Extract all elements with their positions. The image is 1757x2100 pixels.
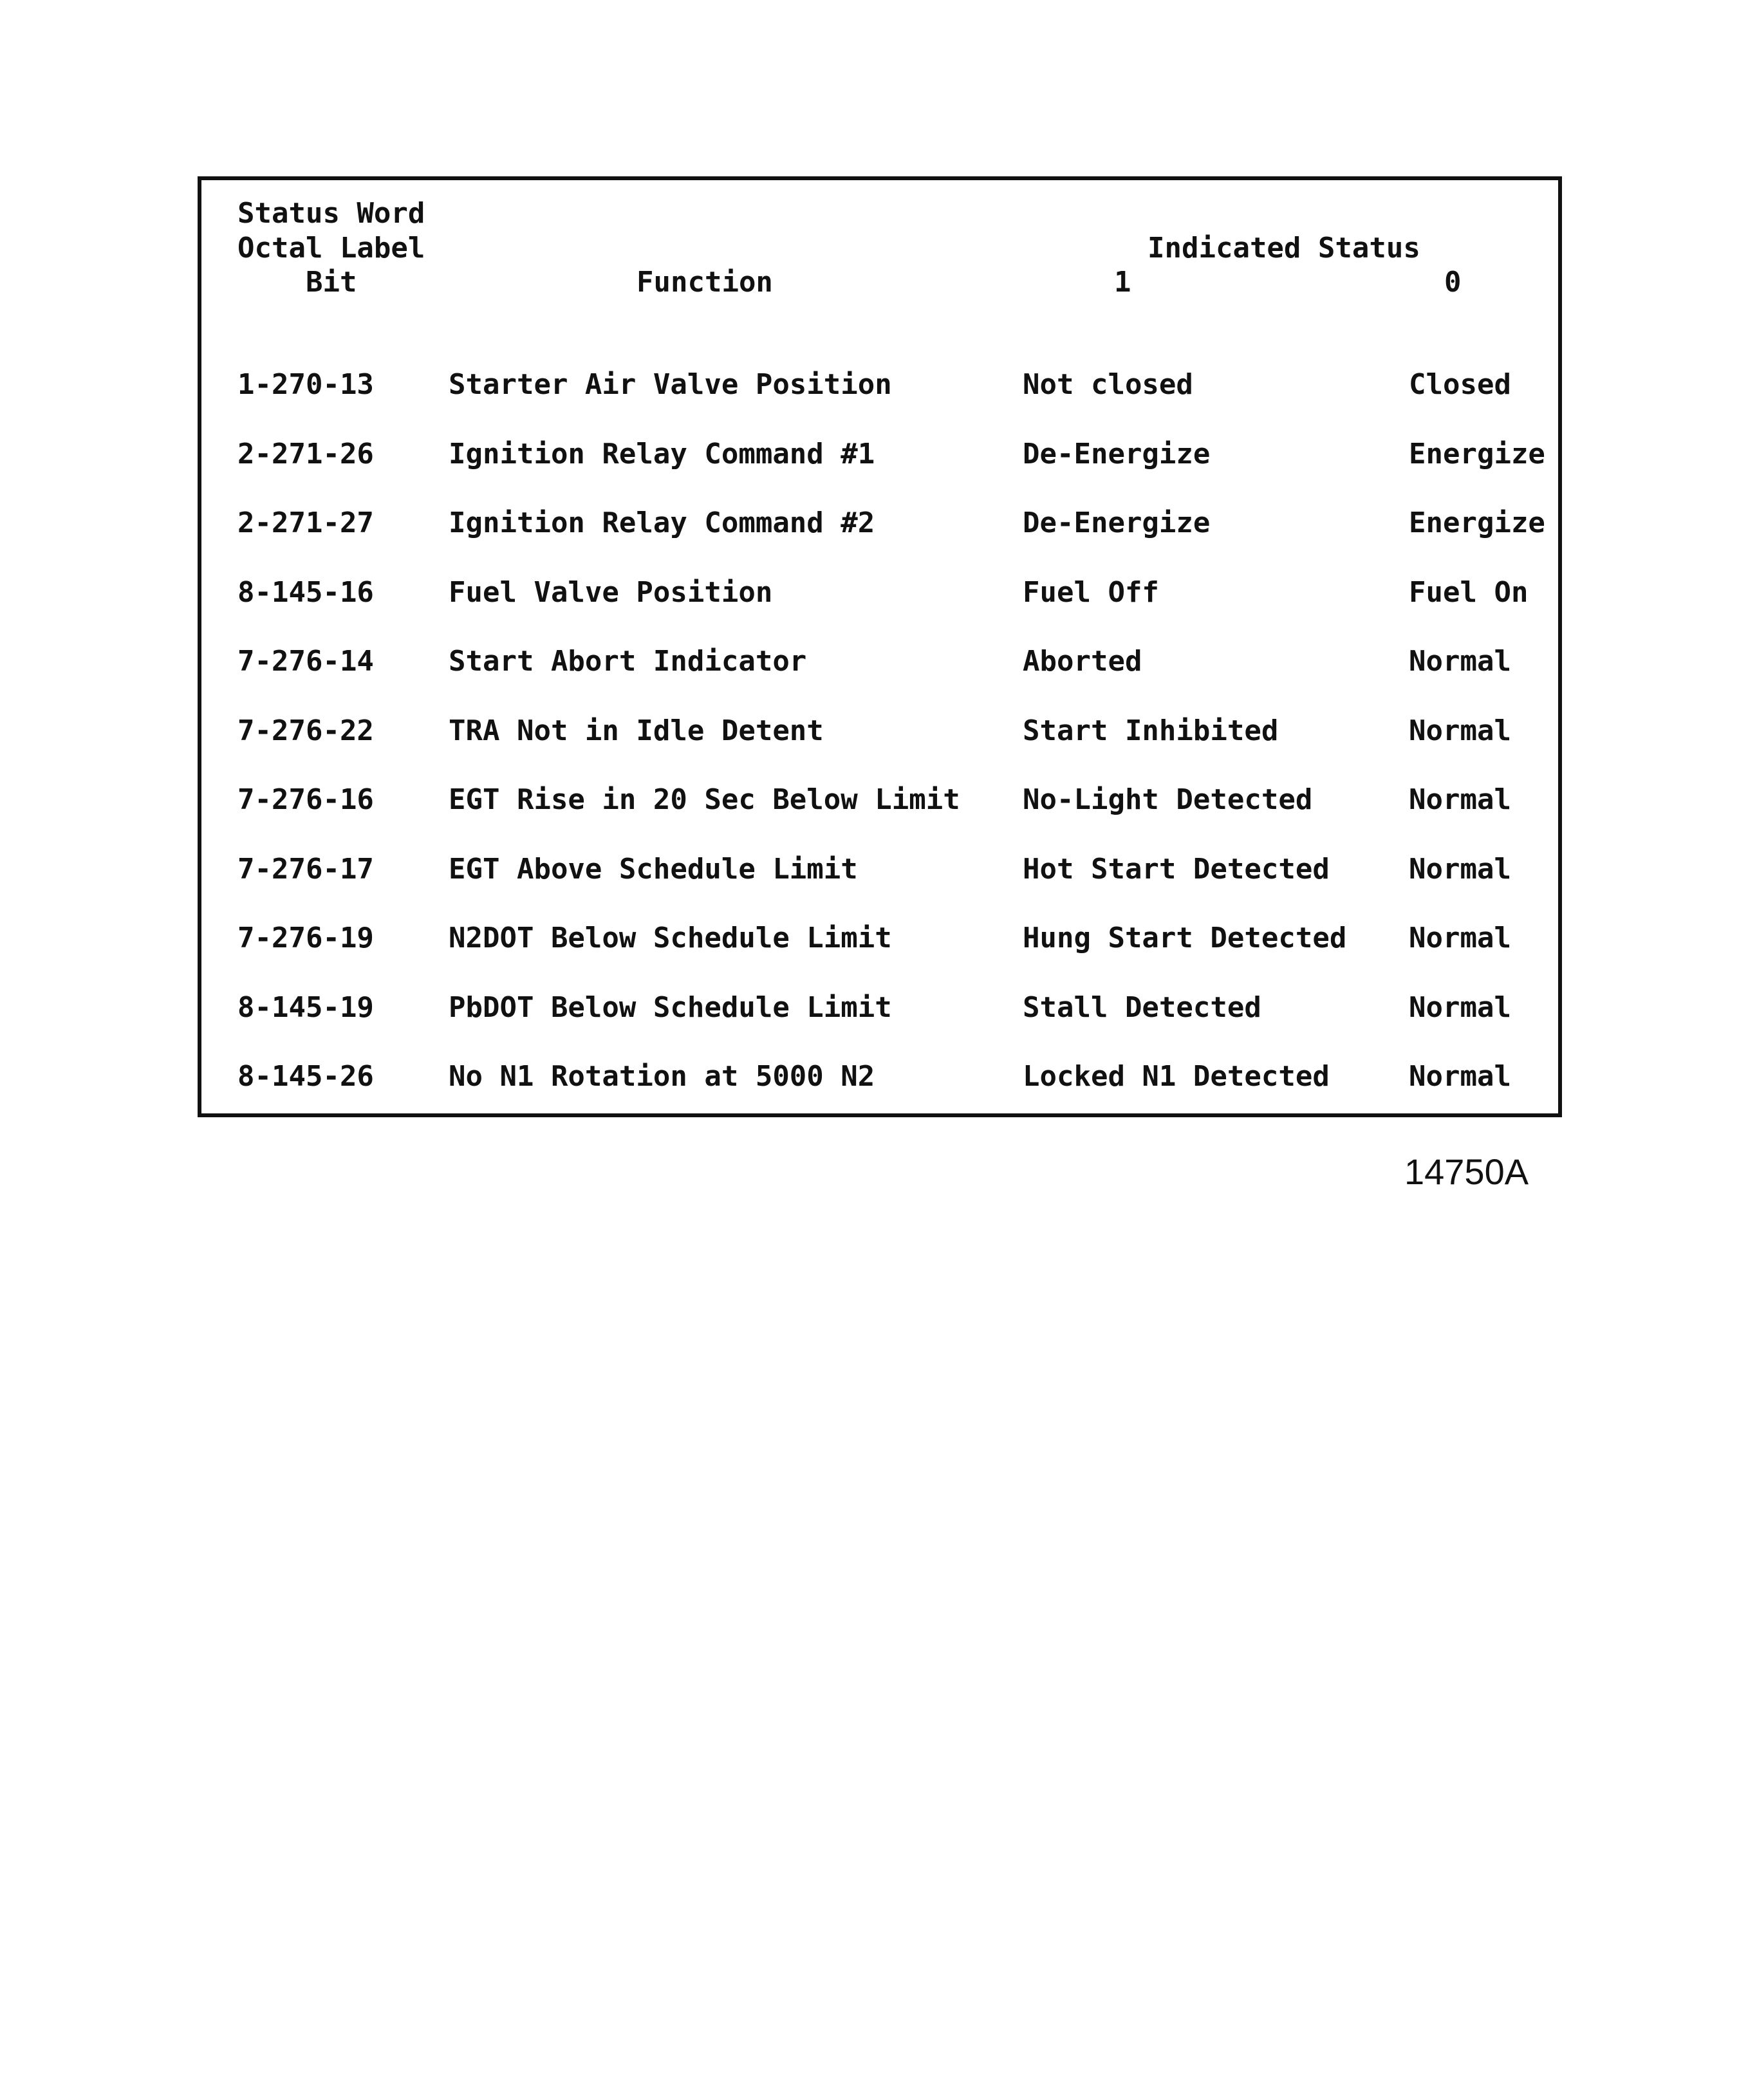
row-function: PbDOT Below Schedule Limit — [449, 991, 892, 1024]
row-function: N2DOT Below Schedule Limit — [449, 922, 892, 954]
header-status-1: 1 — [1114, 266, 1131, 299]
row-status-0: Normal — [1409, 1060, 1511, 1093]
figure-number: 14750A — [1404, 1151, 1529, 1192]
row-status-0: Normal — [1409, 783, 1511, 816]
row-code: 2-271-26 — [237, 438, 374, 470]
header-indicated-status: Indicated Status — [1148, 232, 1420, 265]
row-status-1: Not closed — [1023, 368, 1193, 401]
row-code: 7-276-17 — [237, 853, 374, 886]
row-status-0: Normal — [1409, 991, 1511, 1024]
row-status-1: De-Energize — [1023, 506, 1211, 539]
row-status-1: Stall Detected — [1023, 991, 1261, 1024]
row-function: TRA Not in Idle Detent — [449, 714, 824, 747]
row-code: 7-276-22 — [237, 714, 374, 747]
header-octal-label: Octal Label — [237, 232, 425, 265]
row-function: Starter Air Valve Position — [449, 368, 892, 401]
row-status-0: Closed — [1409, 368, 1511, 401]
row-code: 7-276-19 — [237, 922, 374, 954]
row-function: Ignition Relay Command #2 — [449, 506, 875, 539]
row-status-1: Fuel Off — [1023, 576, 1159, 609]
row-code: 8-145-16 — [237, 576, 374, 609]
row-function: No N1 Rotation at 5000 N2 — [449, 1060, 875, 1093]
row-code: 8-145-19 — [237, 991, 374, 1024]
row-status-0: Fuel On — [1409, 576, 1529, 609]
row-code: 2-271-27 — [237, 506, 374, 539]
row-function: EGT Above Schedule Limit — [449, 853, 858, 886]
row-code: 1-270-13 — [237, 368, 374, 401]
row-function: EGT Rise in 20 Sec Below Limit — [449, 783, 960, 816]
row-status-0: Normal — [1409, 714, 1511, 747]
row-status-1: Start Inhibited — [1023, 714, 1279, 747]
row-status-1: Locked N1 Detected — [1023, 1060, 1330, 1093]
row-function: Ignition Relay Command #1 — [449, 438, 875, 470]
row-function: Fuel Valve Position — [449, 576, 773, 609]
header-bit: Bit — [306, 266, 357, 299]
row-status-1: De-Energize — [1023, 438, 1211, 470]
row-function: Start Abort Indicator — [449, 645, 807, 678]
row-code: 8-145-26 — [237, 1060, 374, 1093]
row-status-0: Normal — [1409, 922, 1511, 954]
header-function: Function — [637, 266, 773, 299]
header-status-word: Status Word — [237, 197, 425, 230]
row-status-1: Aborted — [1023, 645, 1142, 678]
header-status-0: 0 — [1444, 266, 1462, 299]
row-status-1: Hot Start Detected — [1023, 853, 1330, 886]
status-word-table — [198, 176, 1562, 1117]
row-status-0: Normal — [1409, 853, 1511, 886]
row-status-0: Energize — [1409, 506, 1545, 539]
row-status-1: Hung Start Detected — [1023, 922, 1347, 954]
row-status-0: Normal — [1409, 645, 1511, 678]
row-status-0: Energize — [1409, 438, 1545, 470]
row-code: 7-276-16 — [237, 783, 374, 816]
row-status-1: No-Light Detected — [1023, 783, 1313, 816]
row-code: 7-276-14 — [237, 645, 374, 678]
